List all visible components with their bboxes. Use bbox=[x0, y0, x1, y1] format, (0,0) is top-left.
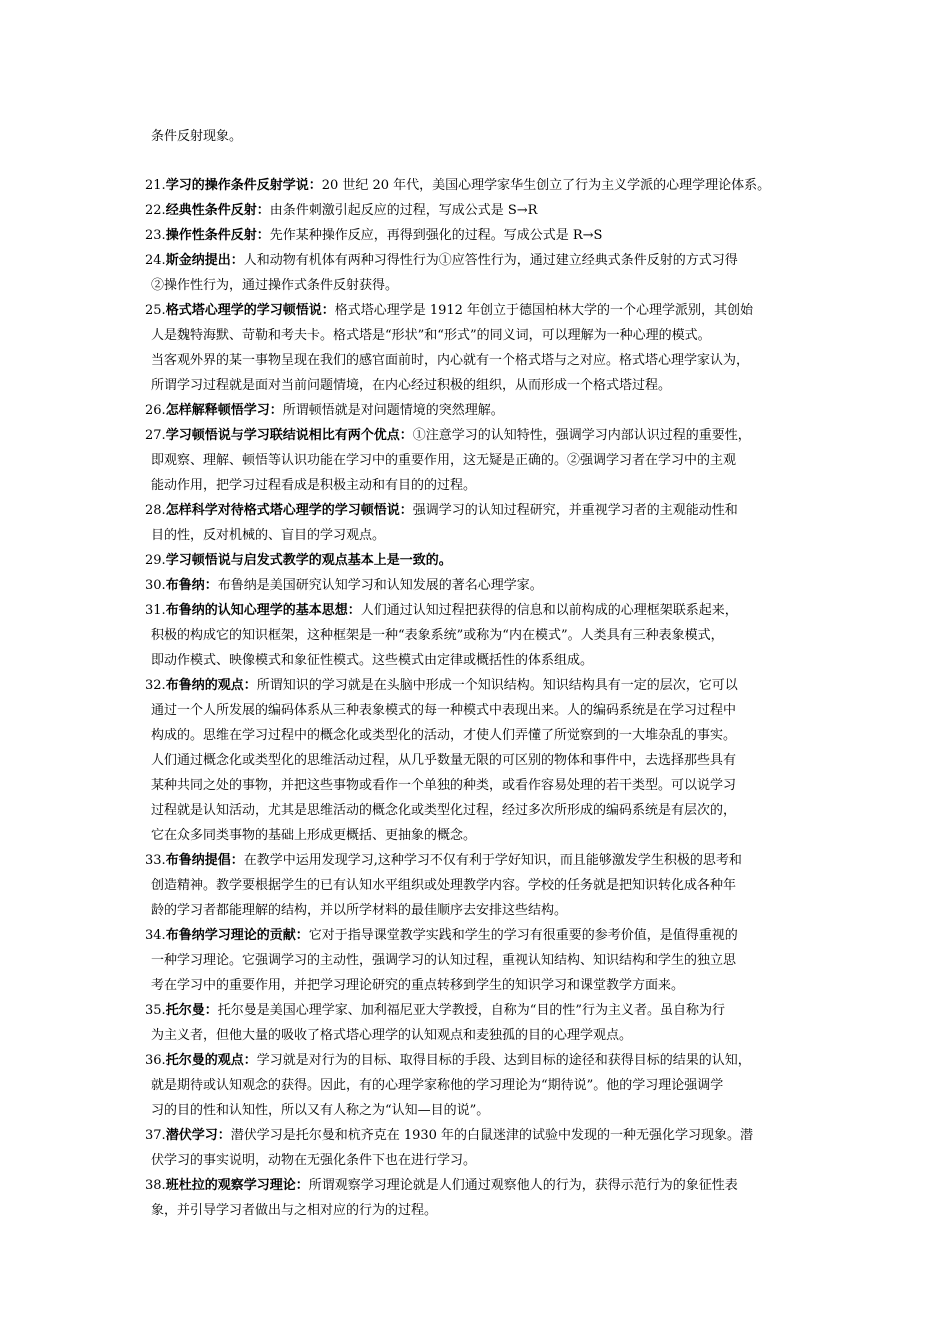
text-line bbox=[145, 398, 820, 423]
body-text: 它在众多同类事物的基础上形成更概括、更抽象的概念。 bbox=[151, 828, 477, 843]
text-line bbox=[145, 173, 820, 198]
term-heading: 学习的操作条件反射学说： bbox=[165, 178, 322, 193]
paragraph bbox=[145, 923, 820, 998]
text-line bbox=[145, 948, 820, 973]
body-text: 人们通过认知过程把获得的信息和以前构成的心理框架联系起来， bbox=[360, 603, 738, 618]
text-line bbox=[145, 1123, 820, 1148]
text-line bbox=[145, 998, 820, 1023]
body-text: 强调学习的认知过程研究，并重视学习者的主观能动性和 bbox=[412, 503, 738, 518]
item-number: 23. bbox=[145, 228, 166, 243]
item-number: 21. bbox=[145, 178, 166, 193]
term-heading: 布鲁纳提倡： bbox=[165, 853, 244, 868]
text-line bbox=[145, 248, 820, 273]
paragraph bbox=[145, 198, 820, 223]
body-text: 人们通过概念化或类型化的思维活动过程，从几乎数量无限的可区别的物体和事件中，去选择那些具有 bbox=[151, 753, 737, 768]
term-heading: 操作性条件反射： bbox=[165, 228, 270, 243]
paragraph bbox=[145, 848, 820, 923]
body-text: 它对于指导课堂教学实践和学生的学习有很重要的参考价值，是值得重视的 bbox=[308, 928, 738, 943]
text-line bbox=[145, 198, 820, 223]
text-line bbox=[145, 273, 820, 298]
text-line bbox=[145, 673, 820, 698]
body-text: 习的目的性和认知性，所以又有人称之为“认知—目的说”。 bbox=[151, 1103, 490, 1118]
body-text: 格式塔心理学是 1912 年创立于德国柏林大学的一个心理学派别，其创始 bbox=[334, 303, 754, 318]
body-text: 所谓观察学习理论就是人们通过观察他人的行为，获得示范行为的象征性表 bbox=[308, 1178, 738, 1193]
body-text: 积极的构成它的知识框架，这种框架是一种“表象系统”或称为“内在模式”。人类具有三种表象模式， bbox=[151, 628, 724, 643]
body-text: 过程就是认知活动，尤其是思维活动的概念化或类型化过程，经过多次所形成的编码系统是有层次的， bbox=[151, 803, 737, 818]
text-line bbox=[145, 1098, 820, 1123]
body-text: 构成的。思维在学习过程中的概念化或类型化的活动，才使人们弄懂了所觉察到的一大堆杂乱的事实。 bbox=[151, 728, 737, 743]
body-text: 所谓知识的学习就是在头脑中形成一个知识结构。知识结构具有一定的层次，它可以 bbox=[256, 678, 738, 693]
text-line bbox=[145, 473, 820, 498]
text-line bbox=[145, 323, 820, 348]
text-line bbox=[145, 298, 820, 323]
item-number: 37. bbox=[145, 1128, 166, 1143]
item-number: 25. bbox=[145, 303, 166, 318]
paragraph bbox=[145, 498, 820, 548]
text-line bbox=[145, 1073, 820, 1098]
item-number: 29. bbox=[145, 553, 166, 568]
text-line bbox=[145, 124, 820, 149]
item-number: 33. bbox=[145, 853, 166, 868]
document-page bbox=[145, 124, 820, 1223]
item-number: 28. bbox=[145, 503, 166, 518]
paragraph bbox=[145, 124, 820, 149]
text-line bbox=[145, 798, 820, 823]
term-heading: 布鲁纳： bbox=[165, 578, 218, 593]
body-text: 为主义者，但他大量的吸收了格式塔心理学的认知观点和麦独孤的目的心理学观点。 bbox=[151, 1028, 633, 1043]
text-line bbox=[145, 648, 820, 673]
text-line bbox=[145, 498, 820, 523]
term-heading: 布鲁纳学习理论的贡献： bbox=[165, 928, 309, 943]
text-line bbox=[145, 223, 820, 248]
item-number: 31. bbox=[145, 603, 166, 618]
body-text: 人和动物有机体有两种习得性行为①应答性行为，通过建立经典式条件反射的方式习得 bbox=[243, 253, 738, 268]
text-line bbox=[145, 898, 820, 923]
text-line bbox=[145, 598, 820, 623]
body-text: 条件反射现象。 bbox=[151, 129, 243, 144]
term-heading: 班杜拉的观察学习理论： bbox=[165, 1178, 309, 1193]
text-line bbox=[145, 923, 820, 948]
body-text: 考在学习中的重要作用，并把学习理论研究的重点转移到学生的知识学习和课堂教学方面来。 bbox=[151, 978, 685, 993]
text-line bbox=[145, 1148, 820, 1173]
text-line bbox=[145, 1023, 820, 1048]
paragraph bbox=[145, 223, 820, 248]
body-text: 所谓学习过程就是面对当前问题情境，在内心经过积极的组织，从而形成一个格式塔过程。 bbox=[151, 378, 672, 393]
body-text: 一种学习理论。它强调学习的主动性，强调学习的认知过程，重视认知结构、知识结构和学生的独立思 bbox=[151, 953, 737, 968]
paragraph bbox=[145, 548, 820, 573]
text-line bbox=[145, 573, 820, 598]
body-text: 创造精神。教学要根据学生的已有认知水平组织或处理教学内容。学校的任务就是把知识转化成各种年 bbox=[151, 878, 737, 893]
body-text: 在教学中运用发现学习,这种学习不仅有利于学好知识，而且能够激发学生积极的思考和 bbox=[243, 853, 742, 868]
term-heading: 布鲁纳的观点： bbox=[165, 678, 257, 693]
term-heading: 托尔曼的观点： bbox=[165, 1053, 257, 1068]
body-text: 学习就是对行为的目标、取得目标的手段、达到目标的途径和获得目标的结果的认知， bbox=[256, 1053, 751, 1068]
body-text: 潜伏学习是托尔曼和杭齐克在 1930 年的白鼠迷津的试验中发现的一种无强化学习现象。潜 bbox=[230, 1128, 754, 1143]
paragraph bbox=[145, 173, 820, 198]
paragraph bbox=[145, 248, 820, 298]
body-text: 即动作模式、映像模式和象征性模式。这些模式由定律或概括性的体系组成。 bbox=[151, 653, 594, 668]
item-number: 38. bbox=[145, 1178, 166, 1193]
body-text: 即观察、理解、顿悟等认识功能在学习中的重要作用，这无疑是正确的。②强调学习者在学习中的主观 bbox=[151, 453, 737, 468]
item-number: 32. bbox=[145, 678, 166, 693]
term-heading: 潜伏学习： bbox=[165, 1128, 231, 1143]
spacer bbox=[145, 149, 820, 173]
body-text: 人是魏特海默、苛勒和考夫卡。格式塔是“形状”和“形式”的同义词，可以理解为一种心理的模式。 bbox=[151, 328, 711, 343]
body-text: 象，并引导学习者做出与之相对应的行为的过程。 bbox=[151, 1203, 438, 1218]
text-line bbox=[145, 448, 820, 473]
text-line bbox=[145, 773, 820, 798]
item-number: 36. bbox=[145, 1053, 166, 1068]
term-heading: 学习顿悟说与启发式教学的观点基本上是一致的。 bbox=[165, 553, 452, 568]
item-number: 24. bbox=[145, 253, 166, 268]
text-line bbox=[145, 423, 820, 448]
text-line bbox=[145, 523, 820, 548]
text-line bbox=[145, 723, 820, 748]
text-line bbox=[145, 1048, 820, 1073]
term-heading: 布鲁纳的认知心理学的基本思想： bbox=[165, 603, 361, 618]
body-text: 先作某种操作反应，再得到强化的过程。写成公式是 R→S bbox=[269, 228, 603, 243]
text-line bbox=[145, 873, 820, 898]
body-text: 通过一个人所发展的编码体系从三种表象模式的每一种模式中表现出来。人的编码系统是在学习过程中 bbox=[151, 703, 737, 718]
paragraph bbox=[145, 998, 820, 1048]
item-number: 26. bbox=[145, 403, 166, 418]
body-text: 目的性，反对机械的、盲目的学习观点。 bbox=[151, 528, 386, 543]
body-text: 20 世纪 20 年代，美国心理学家华生创立了行为主义学派的心理学理论体系。 bbox=[321, 178, 771, 193]
body-text: 所谓顿悟就是对问题情境的突然理解。 bbox=[282, 403, 504, 418]
body-text: 某种共同之处的事物，并把这些事物或看作一个单独的种类，或看作容易处理的若干类型。可以说学习 bbox=[151, 778, 737, 793]
text-line bbox=[145, 1173, 820, 1198]
item-number: 30. bbox=[145, 578, 166, 593]
body-text: 伏学习的事实说明，动物在无强化条件下也在进行学习。 bbox=[151, 1153, 477, 1168]
item-number: 27. bbox=[145, 428, 166, 443]
paragraph bbox=[145, 673, 820, 848]
text-line bbox=[145, 548, 820, 573]
term-heading: 怎样解释顿悟学习： bbox=[165, 403, 283, 418]
text-line bbox=[145, 973, 820, 998]
text-line bbox=[145, 823, 820, 848]
paragraph bbox=[145, 423, 820, 498]
item-number: 34. bbox=[145, 928, 166, 943]
body-text: 能动作用，把学习过程看成是积极主动和有目的的过程。 bbox=[151, 478, 477, 493]
paragraph bbox=[145, 1048, 820, 1123]
term-heading: 经典性条件反射： bbox=[165, 203, 270, 218]
text-line bbox=[145, 623, 820, 648]
text-line bbox=[145, 848, 820, 873]
term-heading: 学习顿悟说与学习联结说相比有两个优点： bbox=[165, 428, 413, 443]
body-text: 布鲁纳是美国研究认知学习和认知发展的著名心理学家。 bbox=[217, 578, 543, 593]
paragraph bbox=[145, 573, 820, 598]
paragraph bbox=[145, 398, 820, 423]
text-line bbox=[145, 698, 820, 723]
paragraph bbox=[145, 1173, 820, 1223]
body-text: 由条件刺激引起反应的过程，写成公式是 S→R bbox=[269, 203, 538, 218]
item-number: 35. bbox=[145, 1003, 166, 1018]
body-text: ②操作性行为，通过操作式条件反射获得。 bbox=[151, 278, 399, 293]
body-text: 当客观外界的某一事物呈现在我们的感官面前时，内心就有一个格式塔与之对应。格式塔心理学家认为， bbox=[151, 353, 750, 368]
body-text: 就是期待或认知观念的获得。因此，有的心理学家称他的学习理论为“期待说”。他的学习理论强调学 bbox=[151, 1078, 724, 1093]
item-number: 22. bbox=[145, 203, 166, 218]
term-heading: 托尔曼： bbox=[165, 1003, 218, 1018]
text-line bbox=[145, 748, 820, 773]
body-text: ①注意学习的认知特性，强调学习内部认识过程的重要性， bbox=[412, 428, 751, 443]
term-heading: 格式塔心理学的学习顿悟说： bbox=[165, 303, 335, 318]
paragraph bbox=[145, 298, 820, 398]
term-heading: 怎样科学对待格式塔心理学的学习顿悟说： bbox=[165, 503, 413, 518]
paragraph bbox=[145, 598, 820, 673]
text-line bbox=[145, 348, 820, 373]
paragraph bbox=[145, 1123, 820, 1173]
body-text: 托尔曼是美国心理学家、加利福尼亚大学教授，自称为“目的性”行为主义者。虽自称为行 bbox=[217, 1003, 725, 1018]
text-line bbox=[145, 373, 820, 398]
body-text: 龄的学习者都能理解的结构，并以所学材料的最佳顺序去安排这些结构。 bbox=[151, 903, 568, 918]
text-line bbox=[145, 1198, 820, 1223]
term-heading: 斯金纳提出： bbox=[165, 253, 244, 268]
